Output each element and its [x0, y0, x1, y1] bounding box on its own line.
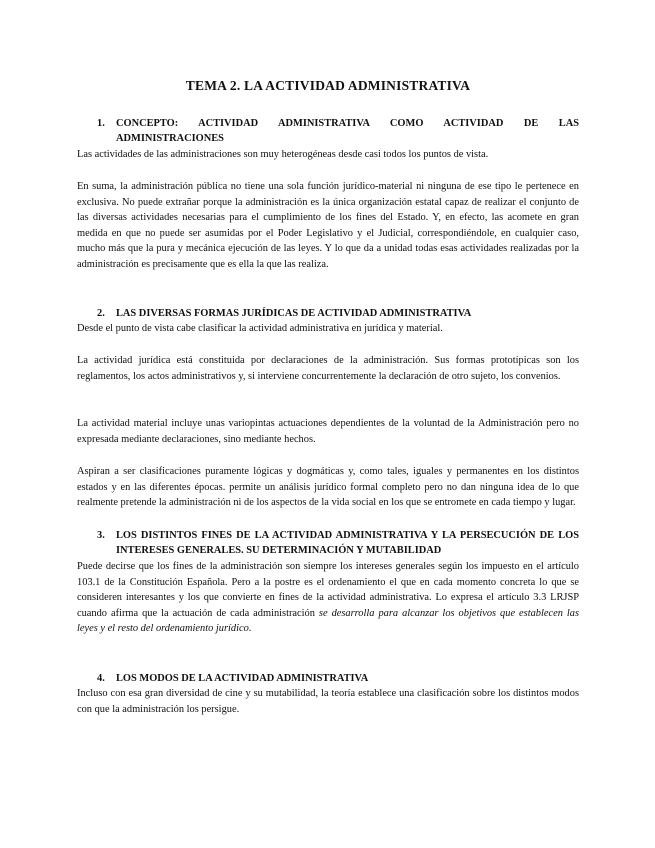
paragraph: Las actividades de las administraciones son muy heterogéneas desde casi todos los puntos de vista.: [77, 149, 489, 160]
section-number: 1.: [97, 118, 105, 129]
paragraph: En suma, la administración pública no tiene una sola función jurídico-material ni ninguna de ese tipo le pertenece en exclusiva. No puede extrañar porque la administración es la única organización estatal capaz de realizar el conjunto de las diversas actividades necesarias para el cumplimiento de los fines del Estado. Y, en efecto, las acomete en gran medida en que no puede ser asumidas por el Poder Legislativo y el Judicial, correspondiéndole, en cualquier caso, mucho más que la pura y mecánica ejecución de las leyes. Y lo que da a unidad todas esas actividades realizadas por la administración es precisamente que es ella la que las realiza.: [77, 181, 579, 270]
section-title: LOS MODOS DE LA ACTIVIDAD ADMINISTRATIVA: [116, 673, 369, 684]
paragraph-text: Puede decirse que los fines de la administración son siempre los intereses generales según los impuesto en el artículo 103.1 de la Constitución Española. Pero a la postre es el ordenamiento el que en cada momento concreta lo que se consideren interesantes y los que convierte en fines de la actividad administrativa. Lo expresa el artículo 3.3 LRJSP cuando afirma que la actuación de cada administración: [77, 561, 579, 619]
document-title: TEMA 2. LA ACTIVIDAD ADMINISTRATIVA: [185, 78, 471, 93]
section-number: 4.: [97, 673, 105, 684]
section-title: CONCEPTO: ACTIVIDAD ADMINISTRATIVA COMO ACTIVIDAD DE LAS ADMINISTRACIONES: [116, 118, 579, 144]
paragraph: Desde el punto de vista cabe clasificar la actividad administrativa en jurídica y material.: [77, 323, 443, 334]
section-title: LAS DIVERSAS FORMAS JURÍDICAS DE ACTIVIDAD ADMINISTRATIVA: [116, 308, 472, 319]
section-3-heading: [77, 528, 579, 558]
section-1-heading: [77, 116, 579, 146]
paragraph: Aspiran a ser clasificaciones puramente lógicas y dogmáticas y, como tales, iguales y permanentes en los distintos estados y en las diferentes épocas. permite un análisis jurídico formal completo pero no dan ninguna idea de lo que realmente pretende la administración ni de los aspectos de la vida social en los que se entromete en cada tiempo y lugar.: [77, 466, 579, 509]
quoted-text: se desarrolla para alcanzar los objetivos que establecen las leyes y el resto del ordenamiento jurídico: [77, 607, 580, 635]
section-4-heading: [77, 671, 579, 686]
paragraph: La actividad jurídica está constituida por declaraciones de la administración. Sus formas prototípicas son los reglamentos, los actos administrativos y, si interviene concurrentemente la declaración de otro sujeto, los convenios.: [77, 355, 579, 382]
paragraph-end: .: [248, 623, 252, 635]
section-number: 2.: [97, 308, 105, 319]
section-title: LOS DISTINTOS FINES DE LA ACTIVIDAD ADMINISTRATIVA Y LA PERSECUCIÓN DE LOS INTERESES GENERALES. SU DETERMINACIÓN Y MUTABILIDAD: [116, 530, 579, 556]
section-number: 3.: [97, 530, 105, 541]
paragraph: La actividad material incluye unas variopintas actuaciones dependientes de la voluntad de la Administración pero no expresada mediante declaraciones, sino mediante hechos.: [77, 418, 579, 445]
paragraph: Incluso con esa gran diversidad de cine y su mutabilidad, la teoría establece una clasificación sobre los distintos modos con que la administración los persigue.: [77, 688, 579, 715]
paragraph: [77, 559, 579, 637]
section-2-heading: [77, 306, 579, 321]
